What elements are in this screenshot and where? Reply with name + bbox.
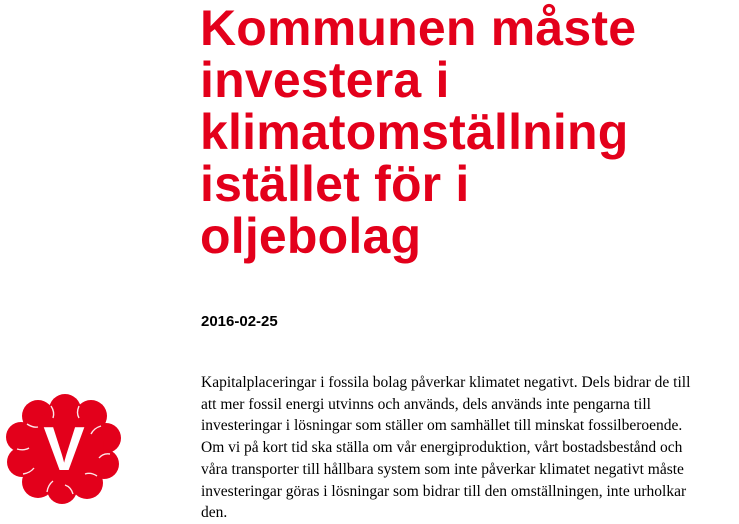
article-date: 2016-02-25 (201, 313, 278, 330)
body-line: Kapitalplaceringar i fossila bolag påverkar klimatet negativt. Dels bidrar de till (201, 374, 691, 391)
body-line: den. (201, 504, 228, 522)
title-line: oljebolag (200, 208, 422, 264)
logo-letter: V (43, 415, 85, 484)
body-line: att mer fossil energi utvinns och används, dels används inte pengarna till (201, 395, 651, 413)
title-line: investera i (200, 52, 450, 108)
title-line: istället för i (200, 156, 470, 212)
rose-logo-icon (5, 394, 125, 504)
title-line: Kommunen måste (200, 0, 637, 56)
article-body (201, 372, 737, 524)
title-line: klimatomställning (200, 104, 629, 160)
body-line: Om vi på kort tid ska ställa om vår energiproduktion, vårt bostadsbestånd och (201, 439, 683, 457)
article-title (200, 2, 730, 262)
body-line: investeringar i lösningar som ställer om samhället till minskat fossilberoende. (201, 417, 683, 435)
body-line: investeringar göras i lösningar som bidrar till den omställningen, inte urholkar (201, 482, 687, 500)
party-rose-logo (5, 394, 125, 504)
body-line: våra transporter till hållbara system som inte påverkar klimatet negativt måste (201, 460, 684, 478)
